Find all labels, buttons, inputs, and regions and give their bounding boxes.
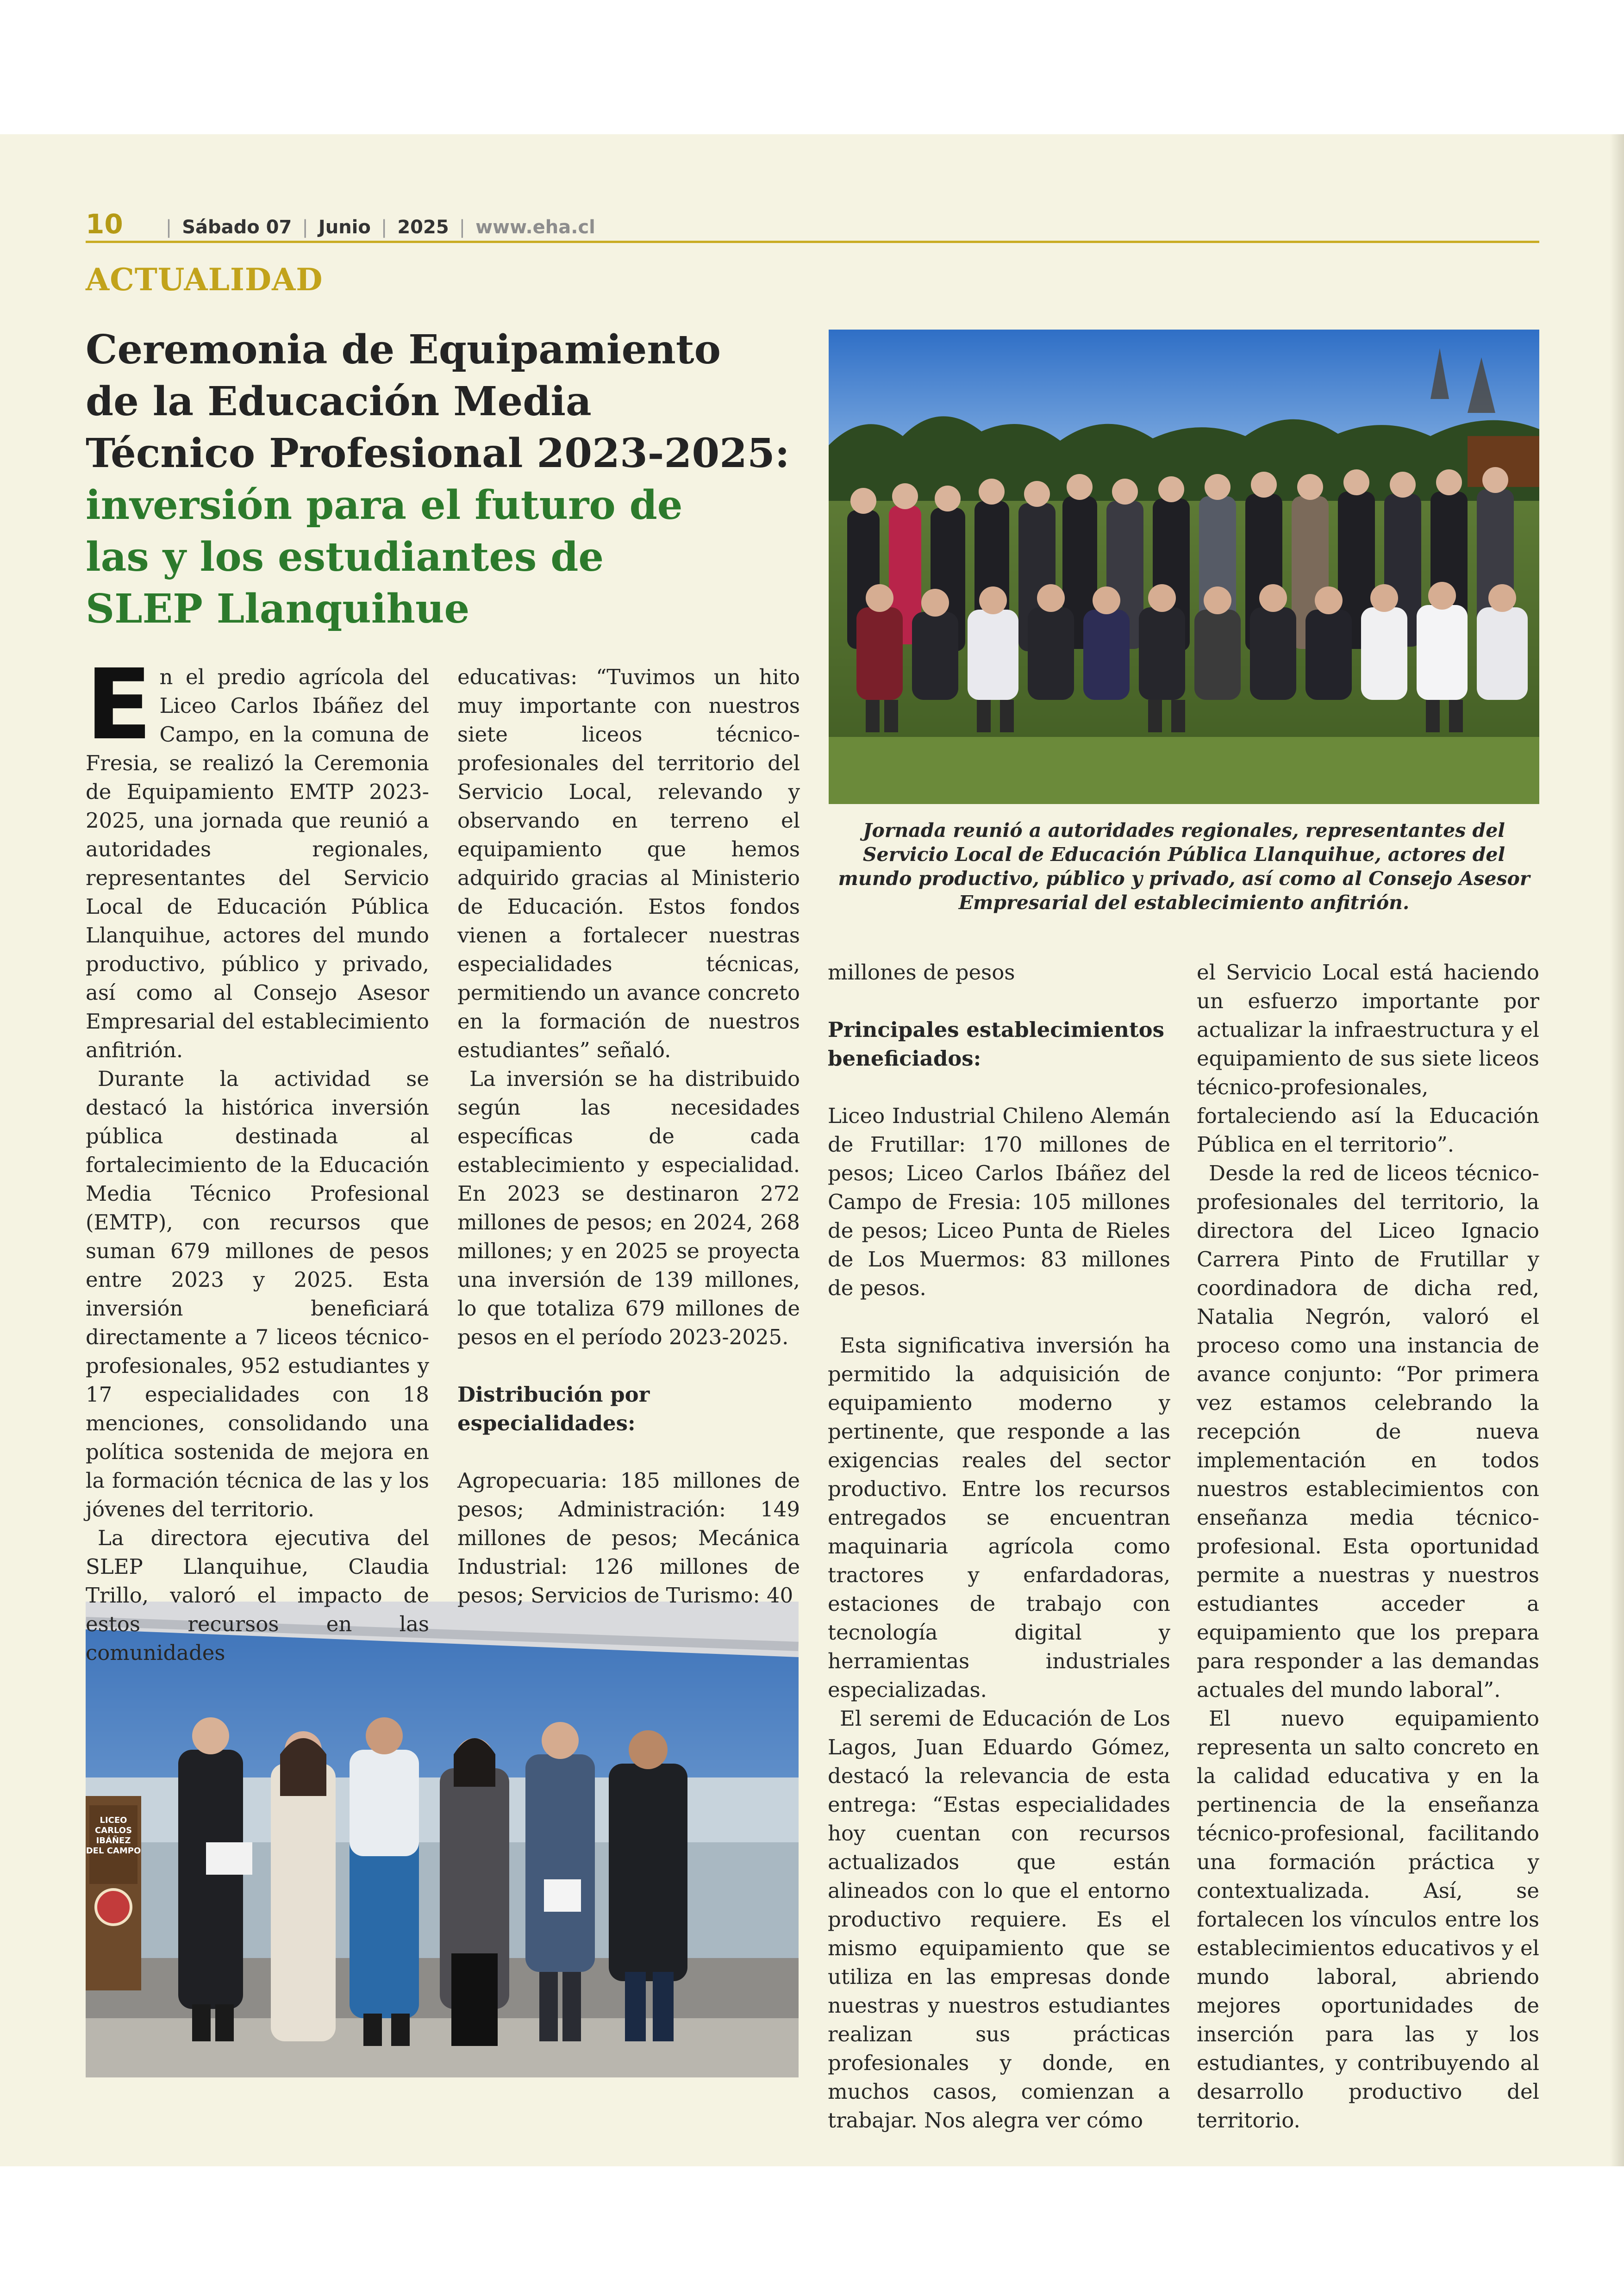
article-column-4 xyxy=(1197,958,1539,2135)
paragraph: Liceo Industrial Chileno Alemán de Frutillar: 170 millones de pesos; Liceo Carlos Ibáñez del Campo de Fresia: 105 millones de pesos; Liceo Punta de Rieles de Los Muermos: 83 millones de pesos. xyxy=(828,1104,1170,1300)
drop-cap: E xyxy=(86,648,152,761)
article-column-3 xyxy=(828,958,1170,2135)
paragraph: Desde la red de liceos técnico-profesionales del territorio, la directora del Liceo Ignacio Carrera Pinto de Frutillar y coordinadora de dicha red, Natalia Negrón, valoró el proceso como una instancia de avance conjunto: “Por primera vez estamos celebrando la recepción de nueva implementación en todos nuestros establecimientos con enseñanza media técnico-profesional. Esta oportunidad permite a nuestras y nuestros estudiantes acceder a equipamiento que los prepara para responder a las demandas actuales del mundo laboral”. xyxy=(1197,1161,1539,1702)
header-year: 2025 xyxy=(397,217,449,238)
paragraph: La directora ejecutiva del SLEP Llanquihue, Claudia Trillo, valoró el impacto de estos recursos en las comunidades xyxy=(86,1526,429,1665)
paragraph: El seremi de Educación de Los Lagos, Juan Eduardo Gómez, destacó la relevancia de esta entrega: “Estas especialidades hoy cuentan con recursos actualizados que están alineados con lo que el entorno productivo requiere. Es el mismo equipamiento que se utiliza en las empresas donde nuestras y nuestros estudiantes realizan sus prácticas profesionales y donde, en muchos casos, comienzan a trabajar. Nos alegra ver cómo xyxy=(828,1706,1170,2133)
separator: | xyxy=(165,217,172,238)
subheading: Principales establecimientos beneficiados: xyxy=(828,1017,1164,1071)
header-rule xyxy=(86,241,1539,243)
paragraph: El nuevo equipamiento representa un salto concreto en la calidad educativa y en la pertinencia de la enseñanza técnico-profesional, facilitando una formación práctica y contextualizada. Así, se fortalecen los vínculos entre los establecimientos educativos y el mundo laboral, abriendo mejores oportunidades de inserción para las y los estudiantes, y contribuyendo al desarrollo productivo del territorio. xyxy=(1197,1706,1539,2133)
sign-text: LICEO CARLOS IBÁÑEZ DEL CAMPO xyxy=(86,1815,141,1856)
separator: | xyxy=(302,217,308,238)
article-column-2 xyxy=(457,663,800,1610)
page-edge-shadow xyxy=(1610,134,1624,2166)
photo-caption: Jornada reunió a autoridades regionales, representantes del Servicio Local de Educación Pública Llanquihue, actores del mundo productivo, público y privado, así como al Consejo Asesor Empresarial del establecimiento anfitrión. xyxy=(838,819,1530,914)
article-headline xyxy=(86,324,836,635)
group-photo xyxy=(829,330,1539,804)
article-column-1 xyxy=(86,648,429,1667)
section-label: ACTUALIDAD xyxy=(86,262,323,298)
subheading: Distribución por especialidades: xyxy=(457,1382,650,1435)
paragraph: Esta significativa inversión ha permitido la adquisición de equipamiento moderno y pertinente, que responde a las exigencias reales del sector productivo. Entre los recursos entregados se encuentran maquinaria agrícola como tractores y enfardadoras, estaciones de trabajo con tecnología digital y herramientas industriales especializadas. xyxy=(828,1333,1170,1702)
page-number: 10 xyxy=(86,208,123,240)
headline-line: Ceremonia de Equipamiento xyxy=(86,326,721,373)
separator: | xyxy=(381,217,387,238)
headline-line: Técnico Profesional 2023-2025: xyxy=(86,430,790,477)
paragraph: educativas: “Tuvimos un hito muy importante con nuestros siete liceos técnico-profesionales del territorio del Servicio Local, relevando y observando en terreno el equipamiento que hemos adquirido gracias al Ministerio de Educación. Estos fondos vienen a fortalecer nuestras especialidades técnicas, permitiendo un avance concreto en la formación de nuestros estudiantes” señaló. xyxy=(457,665,800,1062)
separator: | xyxy=(459,217,466,238)
paragraph: n el predio agrícola del Liceo Carlos Ibáñez del Campo, en la comuna de Fresia, se realizó la Ceremonia de Equipamiento EMTP 2023-2025, una jornada que reunió a autoridades regionales, representantes del Servicio Local de Educación Pública Llanquihue, actores del mundo productivo, público y privado, así como al Consejo Asesor Empresarial del establecimiento anfitrión. xyxy=(86,665,429,1062)
paragraph: La inversión se ha distribuido según las necesidades específicas de cada establecimiento y especialidad. En 2023 se destinaron 272 millones de pesos; en 2024, 268 millones; y en 2025 se proyecta una inversión de 139 millones, lo que totaliza 679 millones de pesos en el período 2023-2025. xyxy=(457,1066,800,1349)
ceremony-photo xyxy=(86,1602,799,2077)
headline-subline: las y los estudiantes de xyxy=(86,534,604,580)
page-header xyxy=(86,208,1539,245)
headline-subline: SLEP Llanquihue xyxy=(86,586,470,632)
paragraph: el Servicio Local está haciendo un esfuerzo importante por actualizar la infraestructura y el equipamiento de sus siete liceos técnico-profesionales, fortaleciendo así la Educación Pública en el territorio”. xyxy=(1197,960,1539,1157)
headline-line: de la Educación Media xyxy=(86,378,592,425)
header-day: Sábado 07 xyxy=(182,217,292,238)
paragraph: Agropecuaria: 185 millones de pesos; Administración: 149 millones de pesos; Mecánica Industrial: 126 millones de pesos; Servicios de Turismo: 40 xyxy=(457,1468,800,1608)
website-link[interactable]: www.eha.cl xyxy=(475,217,595,238)
paragraph: millones de pesos xyxy=(828,960,1015,985)
header-month: Junio xyxy=(318,217,371,238)
headline-subline: inversión para el futuro de xyxy=(86,482,683,529)
paragraph: Durante la actividad se destacó la histórica inversión pública destinada al fortalecimiento de la Educación Media Técnico Profesional (EMTP), con recursos que suman 679 millones de pesos entre 2023 y 2025. Esta inversión beneficiará directamente a 7 liceos técnico-profesionales, 952 estudiantes y 17 especialidades con 18 menciones, consolidando una política sostenida de mejora en la formación técnica de las y los jóvenes del territorio. xyxy=(86,1066,429,1522)
